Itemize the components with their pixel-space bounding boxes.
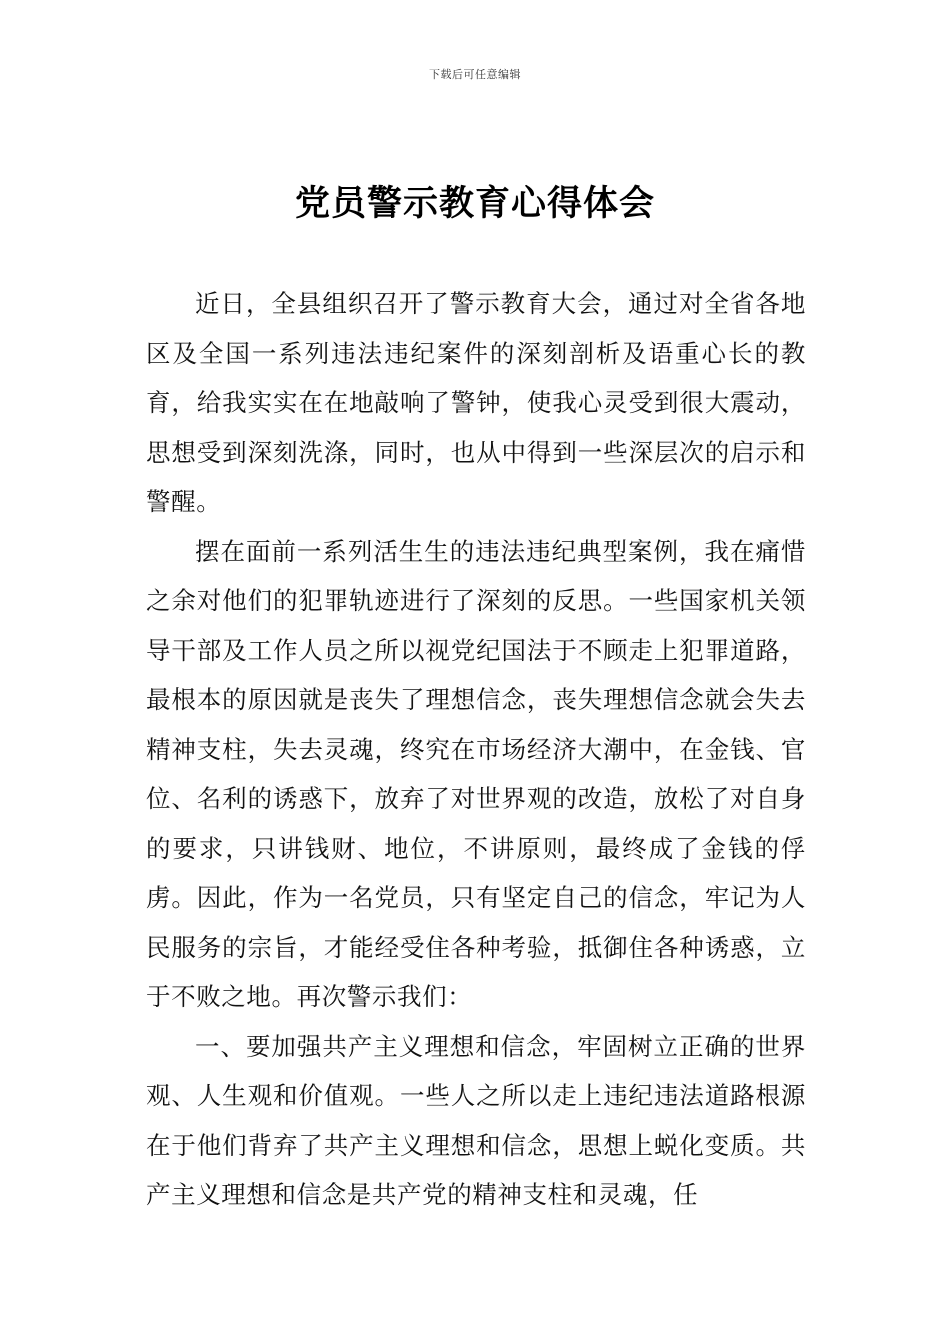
paragraph-2: 摆在面前一系列活生生的违法违纪典型案例，我在痛惜之余对他们的犯罪轨迹进行了深刻的反思。一些国家机关领导干部及工作人员之所以视党纪国法于不顾走上犯罪道路，最根本的原因就是丧失了理想信念，丧失理想信念就会失去精神支柱，失去灵魂，终究在市场经济大潮中，在金钱、官位、名利的诱惑下，放弃了对世界观的改造，放松了对自身的要求，只讲钱财、地位，不讲原则，最终成了金钱的俘虏。因此，作为一名党员，只有坚定自己的信念，牢记为人民服务的宗旨，才能经受住各种考验，抵御住各种诱惑，立于不败之地。再次警示我们： [146, 536, 806, 1011]
document-title: 党员警示教育心得体会 [294, 183, 655, 224]
document-body [146, 279, 806, 1220]
paragraph-3: 一、要加强共产主义理想和信念，牢固树立正确的世界观、人生观和价值观。一些人之所以走上违纪违法道路根源在于他们背弃了共产主义理想和信念，思想上蜕化变质。共产主义理想和信念是共产党的精神支柱和灵魂，任 [146, 1031, 806, 1209]
paragraph-1: 近日，全县组织召开了警示教育大会，通过对全省各地区及全国一系列违法违纪案件的深刻剖析及语重心长的教育，给我实实在在地敲响了警钟，使我心灵受到很大震动，思想受到深刻洗涤，同时，也从中得到一些深层次的启示和警醒。 [146, 289, 806, 516]
page-header-note: 下载后可任意编辑 [429, 68, 521, 81]
